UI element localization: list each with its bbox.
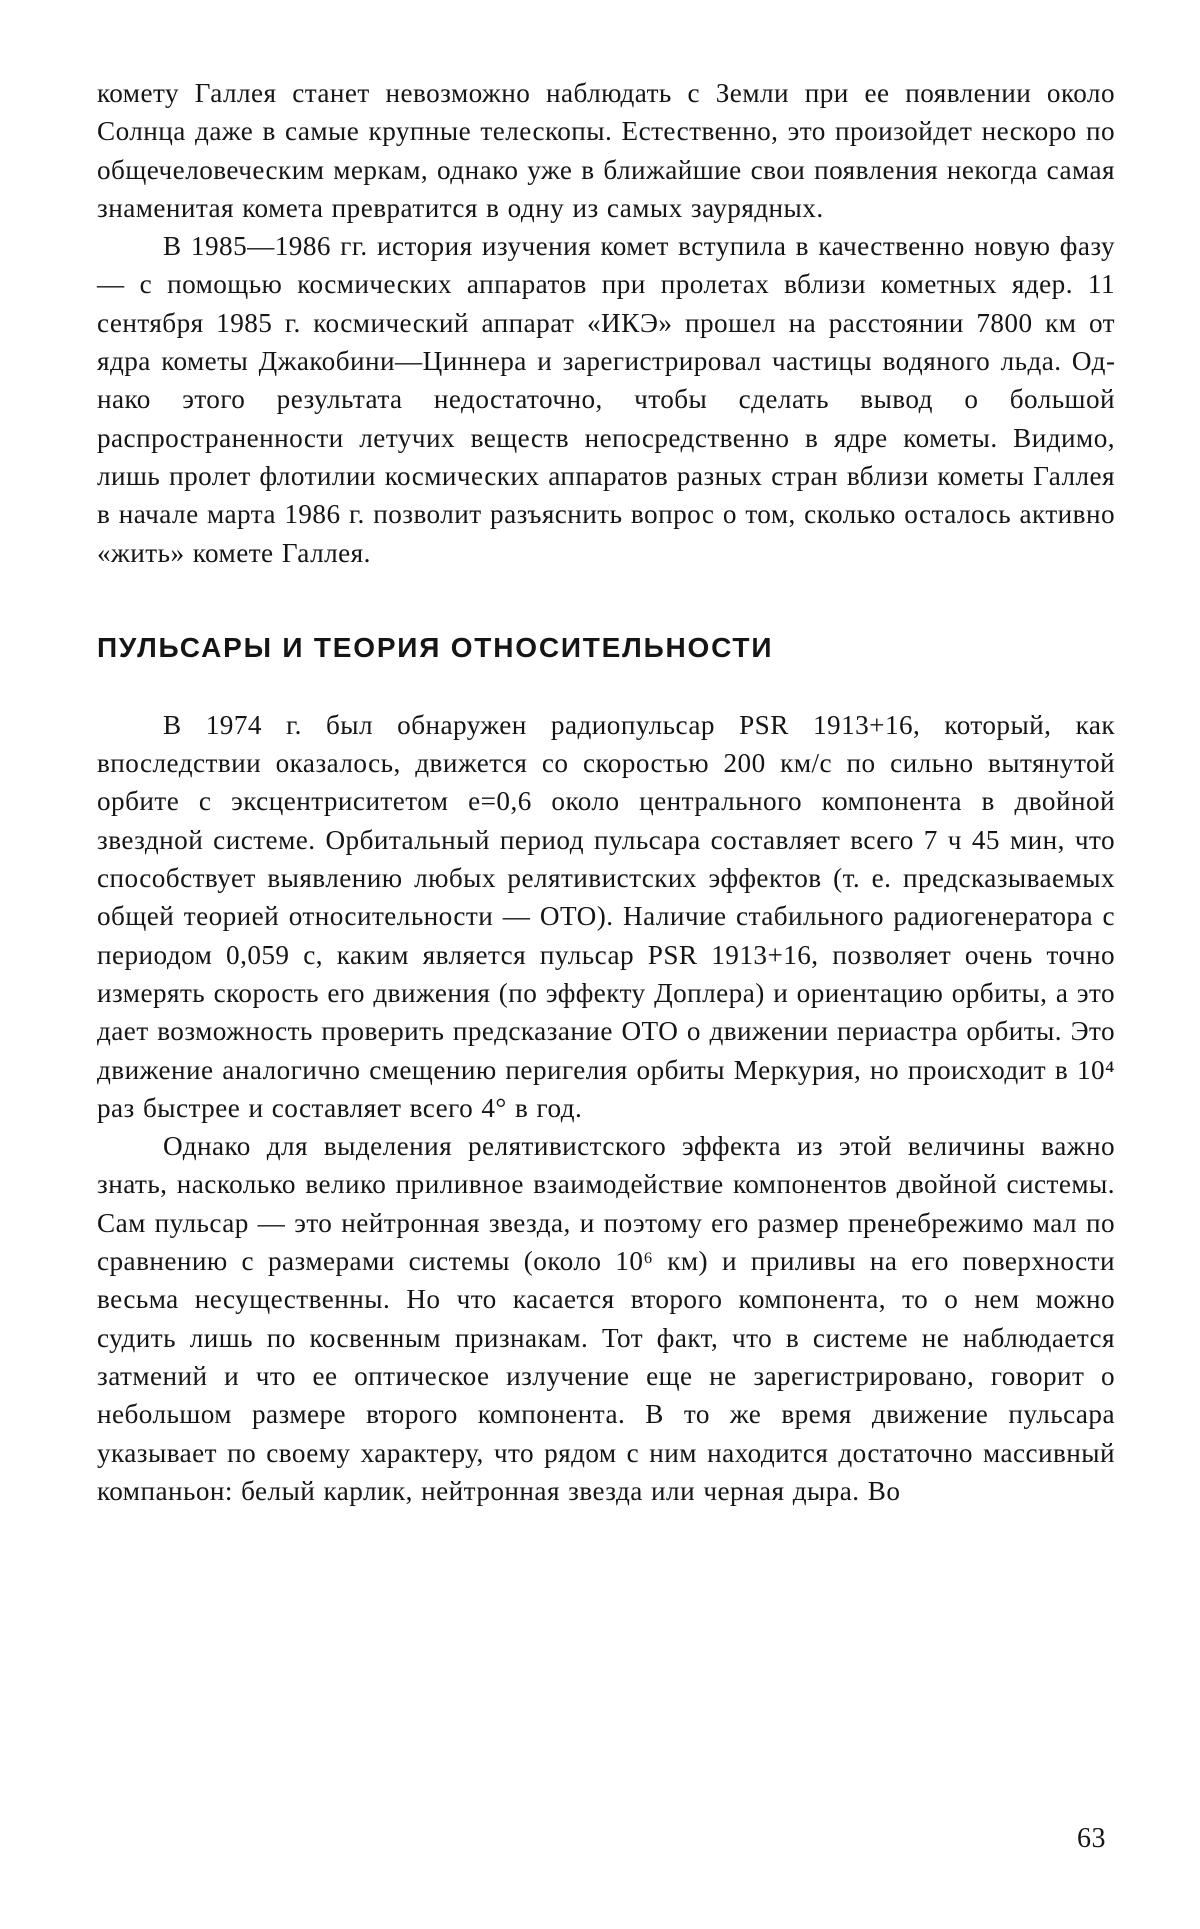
section-heading: ПУЛЬСАРЫ И ТЕОРИЯ ОТНОСИТЕЛЬНОСТИ <box>97 631 774 663</box>
page-number: 63 <box>1077 1823 1106 1854</box>
book-page <box>97 74 1115 1510</box>
paragraph-comet-halley-continuation: комету Галлея станет невозможно наблюдать с Земли при ее появлении около Солнца даже в самые крупные телескопы. Естественно, это произойдет нескоро по общечеловеческим меркам, однако уже в ближайшие свои появления некогда самая знаменитая комета превратится в одну из самых заурядных. <box>97 78 1115 223</box>
paragraph-tidal-interaction: Однако для выделения релятивистского эффекта из этой величины важно знать, насколько велико приливное взаимодействие компонентов двойной системы. Сам пульсар — это нейтронная звезда, и поэтому его размер пренебрежимо мал по сравнению с размерами системы (около 10⁶ км) и приливы на его поверхности весьма несущественны. Но что касается второго компонента, то о нем можно судить лишь по косвенным признакам. Тот факт, что в системе не наблюдается затмений и что ее оптическое излучение еще не зарегистрировано, говорит о небольшом размере второго компонента. В то же время движение пульсара указывает по своему характеру, что рядом с ним находится достаточно массивный компаньон: белый карлик, нейтронная звезда или черная дыра. Во <box>97 1131 1115 1506</box>
paragraph-space-missions: В 1985—1986 гг. история изучения комет вступила в качественно новую фазу — с помощью космических аппаратов при пролетах вблизи кометных ядер. 11 сентября 1985 г. космический аппарат «ИКЭ» прошел на расстоянии 7800 км от ядра кометы Джакобини—Циннера и зарегистрировал частицы водяного льда. Однако этого результата недостаточно, чтобы сделать вывод о большой распространенности летучих веществ непосредственно в ядре кометы. Видимо, лишь пролет флотилии космических аппаратов разных стран вблизи кометы Галлея в начале марта 1986 г. позволит разъяснить вопрос о том, сколько осталось активно «жить» комете Галлея. <box>97 231 1115 568</box>
paragraph-pulsar-discovery: В 1974 г. был обнаружен радиопульсар PSR 1913+16, который, как впоследствии оказалось, движется со скоростью 200 км/с по сильно вытянутой орбите с эксцентриситетом e=0,6 около центрального компонента в двойной звездной системе. Орбитальный период пульсара составляет всего 7 ч 45 мин, что способствует выявлению любых релятивистских эффектов (т. е. предсказываемых общей теорией относительности — ОТО). Наличие стабильного радиогенератора с периодом 0,059 с, каким является пульсар PSR 1913+16, позволяет очень точно измерять скорость его движения (по эффекту Доплера) и ориентацию орбиты, а это дает возможность проверить предсказание ОТО о движении периастра орбиты. Это движение аналогично смещению перигелия орбиты Меркурия, но происходит в 10⁴ раз быстрее и составляет всего 4° в год. <box>97 709 1115 1123</box>
